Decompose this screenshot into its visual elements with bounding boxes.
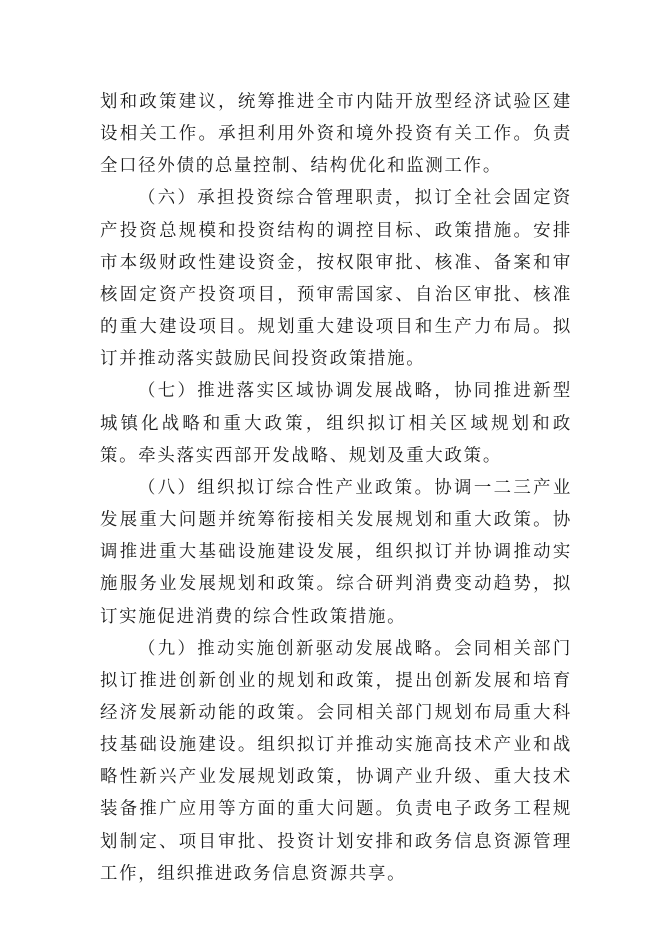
document-body bbox=[100, 86, 572, 890]
paragraph-item-8: （八）组织拟订综合性产业政策。协调一二三产业发展重大问题并统筹衔接相关发展规划和重大政策。协调推进重大基础设施建设发展，组织拟订并协调推动实施服务业发展规划和政策。综合研判消费变动趋势，拟订实施促进消费的综合性政策措施。 bbox=[100, 477, 572, 627]
paragraph-item-6: （六）承担投资综合管理职责，拟订全社会固定资产投资总规模和投资结构的调控目标、政策措施。安排市本级财政性建设资金，按权限审批、核准、备案和审核固定资产投资项目，预审需国家、自治区审批、核准的重大建设项目。规划重大建设项目和生产力布局。拟订并推动落实鼓励民间投资政策措施。 bbox=[100, 188, 572, 370]
paragraph-continuation: 划和政策建议，统筹推进全市内陆开放型经济试验区建设相关工作。承担利用外资和境外投资有关工作。负责全口径外债的总量控制、结构优化和监测工作。 bbox=[100, 92, 572, 177]
paragraph-item-9: （九）推动实施创新驱动发展战略。会同相关部门拟订推进创新创业的规划和政策，提出创新发展和培育经济发展新动能的政策。会同相关部门规划布局重大科技基础设施建设。组织拟订并推动实施高技术产业和战略性新兴产业发展规划政策，协调产业升级、重大技术装备推广应用等方面的重大问题。负责电子政务工程规划制定、项目审批、投资计划安排和政务信息资源管理工作，组织推进政务信息资源共享。 bbox=[100, 638, 572, 884]
paragraph-item-7: （七）推进落实区域协调发展战略，协同推进新型城镇化战略和重大政策，组织拟订相关区域规划和政策。牵头落实西部开发战略、规划及重大政策。 bbox=[100, 381, 572, 466]
